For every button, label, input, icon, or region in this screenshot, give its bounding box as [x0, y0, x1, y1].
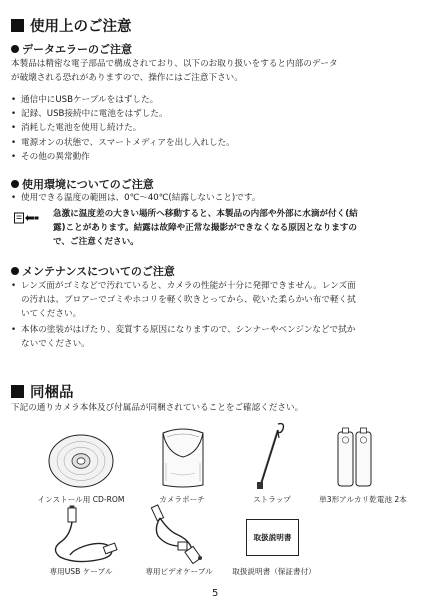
bullet-dot-icon	[11, 267, 19, 275]
heading-environment: 使用環境についてのご注意	[11, 176, 154, 192]
data-error-intro: 本製品は精密な電子部品で構成されており、以下のお取り扱いをすると内部のデータ が破壊される恐れがありますので、操作にはご注意下さい。	[11, 59, 338, 84]
heading-maintenance: メンテナンスについてのご注意	[11, 263, 175, 279]
list-item: • 記録、USB接続中に電池をはずした。	[11, 109, 168, 120]
section-title-contents: 同梱品	[11, 381, 74, 402]
camera-pouch-icon	[157, 423, 209, 495]
bullet-dot-icon	[11, 180, 19, 188]
bullet-dot-icon	[11, 45, 19, 53]
list-item: • 通信中にUSBケーブルをはずした。	[11, 95, 159, 105]
batteries-icon	[334, 424, 378, 494]
strap-icon	[252, 420, 292, 496]
maintenance-bullet-1: • レンズ面がゴミなどで汚れていると、カメラの性能が十分に発揮できません。レンズ面 の汚れは、ブロアーでゴミやホコリを軽く吹きとってから、乾いた柔らかい布で軽く拭 いてください。	[11, 281, 356, 320]
item-caption-batteries: 単3形アルカリ乾電池 2本	[319, 495, 407, 504]
video-cable-icon	[140, 500, 220, 570]
maintenance-bullet-2: • 本体の塗装がはげたり、変質する原因になりますので、シンナーやベンジンなどで拭か ないでください。	[11, 325, 356, 350]
square-bullet-icon	[11, 19, 24, 32]
list-item: • その他の異常動作	[11, 151, 90, 162]
item-caption-strap: ストラップ	[253, 495, 291, 504]
section-title-precautions: 使用上のご注意	[11, 15, 132, 36]
heading-data-error: データエラーのご注意	[11, 41, 132, 57]
square-bullet-icon	[11, 385, 24, 398]
manual-booklet-icon: 取扱説明書	[246, 519, 299, 556]
list-item: • 消耗した電池を使用し続けた。	[11, 123, 142, 134]
contents-intro: 下記の通りカメラ本体及び付属品が同梱されていることをご確認ください。	[11, 403, 304, 413]
environment-bullet: • 使用できる温度の範囲は、0℃〜40℃(結露しないこと)です。	[11, 193, 261, 203]
cd-rom-icon	[45, 432, 117, 494]
data-error-list	[11, 93, 425, 164]
item-caption-manual: 取扱説明書（保証書付）	[232, 567, 316, 576]
environment-memo: 急激に温度差の大きい場所へ移動すると、本製品の内部や外部に水滴が付く(結 露)ことがあります。結露は故障や正常な撮影ができなくなる原因となりますの で、ご注意ください。	[53, 209, 358, 248]
item-caption-camera-pouch: カメラポーチ	[159, 495, 205, 504]
item-caption-video-cable: 専用ビデオケーブル	[145, 567, 213, 576]
usb-cable-icon	[40, 505, 122, 571]
page-number: 5	[212, 588, 219, 599]
list-item: • 電源オンの状態で、スマートメディアを出し入れした。	[11, 137, 235, 148]
item-caption-cd-rom: インストール用 CD-ROM	[37, 495, 125, 504]
item-caption-usb-cable: 専用USB ケーブル	[49, 567, 113, 576]
memo-icon	[14, 209, 40, 228]
